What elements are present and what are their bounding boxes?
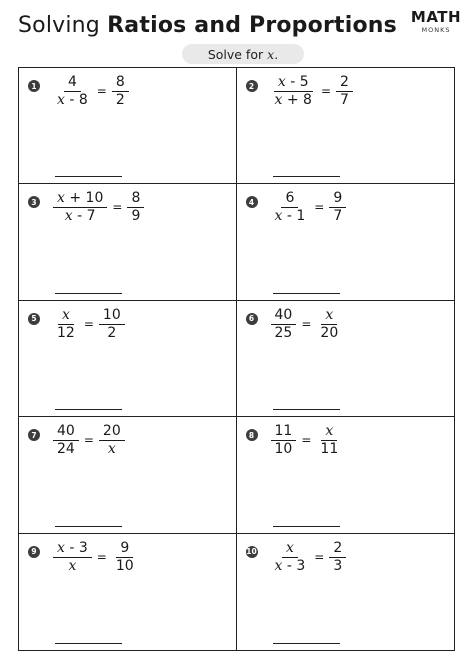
problem-number-badge: 6: [246, 313, 258, 325]
left-denominator: x + 8: [274, 92, 312, 108]
problem-cell: [237, 68, 455, 184]
left-fraction: [271, 190, 310, 225]
problem-number-badge: 5: [28, 313, 40, 325]
equals-sign: =: [83, 316, 94, 331]
left-fraction: [271, 540, 310, 575]
worksheet-header: [0, 0, 474, 66]
problem-cell: [237, 534, 455, 650]
left-denominator: x - 7: [64, 208, 96, 225]
answer-line[interactable]: [55, 643, 122, 644]
left-fraction: [53, 540, 92, 575]
right-denominator: x: [107, 441, 116, 458]
right-denominator: 20: [320, 324, 339, 341]
right-denominator: 7: [340, 92, 349, 108]
problem-cell: [19, 417, 237, 533]
answer-line[interactable]: [55, 293, 122, 294]
left-fraction: [53, 74, 92, 109]
right-denominator: 7: [333, 208, 343, 225]
problem-number-badge: 2: [246, 80, 258, 92]
proportion-equation: [53, 540, 138, 575]
problem-number-badge: 7: [28, 429, 40, 441]
equals-sign: =: [314, 549, 325, 564]
equals-sign: =: [301, 433, 312, 448]
left-fraction: [271, 423, 297, 458]
right-numerator: 9: [329, 190, 346, 208]
left-denominator: x - 8: [57, 92, 88, 108]
left-fraction: [53, 307, 79, 342]
answer-line[interactable]: [273, 526, 340, 527]
left-fraction: [271, 307, 297, 342]
title-bold: Ratios and Proportions: [107, 13, 397, 38]
left-denominator: x - 1: [274, 208, 306, 225]
right-fraction: [329, 190, 346, 225]
problem-number-badge: 8: [246, 429, 258, 441]
right-fraction: [99, 307, 125, 342]
right-numerator: 2: [336, 74, 353, 92]
proportion-equation: [271, 540, 347, 575]
right-numerator: 20: [99, 423, 125, 441]
right-fraction: [316, 423, 342, 458]
proportion-equation: [53, 307, 125, 342]
right-fraction: [329, 540, 346, 575]
proportion-equation: [53, 74, 129, 109]
logo-sub-text: MONKS: [421, 26, 451, 34]
right-denominator: 2: [107, 324, 117, 341]
left-numerator: x + 10: [53, 190, 107, 208]
problem-number-badge: 9: [28, 546, 40, 558]
answer-line[interactable]: [273, 176, 340, 177]
instruction-variable: x.: [267, 46, 279, 62]
left-fraction: [53, 423, 79, 458]
problem-cell: [19, 301, 237, 417]
proportion-equation: [271, 307, 343, 342]
left-denominator: x: [68, 557, 77, 574]
problem-cell: [19, 534, 237, 650]
right-fraction: [316, 307, 342, 342]
right-fraction: [112, 540, 138, 575]
problem-cell: [237, 417, 455, 533]
proportion-equation: [53, 190, 144, 225]
left-numerator: 40: [53, 423, 79, 441]
left-numerator: 6: [281, 190, 298, 208]
left-numerator: x: [282, 540, 298, 558]
problem-number-badge: 3: [28, 196, 40, 208]
left-denominator: 24: [57, 441, 75, 458]
left-numerator: 40: [271, 307, 297, 325]
logo-main-text: MATH: [410, 8, 462, 26]
right-denominator: 10: [115, 557, 134, 574]
answer-line[interactable]: [273, 643, 340, 644]
left-denominator: 12: [57, 324, 75, 341]
equals-sign: =: [301, 316, 312, 331]
right-numerator: x: [321, 307, 337, 325]
math-monks-logo: [408, 9, 464, 55]
right-fraction: [336, 74, 353, 109]
right-denominator: 3: [333, 557, 343, 574]
worksheet-title: [18, 13, 397, 38]
problem-cell: [19, 184, 237, 300]
left-numerator: x: [58, 307, 74, 325]
right-numerator: 8: [112, 74, 129, 92]
proportion-equation: [271, 190, 347, 225]
problem-cell: [19, 68, 237, 184]
equals-sign: =: [96, 84, 107, 98]
equals-sign: =: [314, 200, 325, 215]
right-fraction: [127, 190, 144, 225]
answer-line[interactable]: [273, 409, 340, 410]
instruction-text: Solve for: [207, 46, 264, 62]
problem-cell: [237, 301, 455, 417]
left-denominator: 25: [274, 324, 293, 341]
answer-line[interactable]: [55, 409, 122, 410]
right-fraction: [112, 74, 129, 109]
equals-sign: =: [320, 84, 332, 98]
right-fraction: [99, 423, 125, 458]
right-denominator: 11: [320, 441, 339, 458]
left-fraction: [271, 74, 316, 109]
right-denominator: 9: [131, 208, 141, 225]
right-numerator: 9: [116, 540, 133, 558]
problem-number-badge: 10: [246, 547, 257, 557]
proportion-equation: [271, 74, 353, 109]
left-denominator: 10: [274, 441, 293, 458]
left-denominator: x - 3: [274, 557, 306, 574]
right-numerator: 2: [329, 540, 346, 558]
answer-line[interactable]: [55, 176, 122, 177]
right-numerator: 10: [99, 307, 125, 325]
proportion-equation: [271, 423, 343, 458]
answer-line[interactable]: [273, 293, 340, 294]
left-numerator: x - 5: [274, 74, 313, 92]
left-numerator: 4: [64, 74, 81, 92]
proportion-equation: [53, 423, 125, 458]
answer-line[interactable]: [55, 526, 122, 527]
problem-cell: [237, 184, 455, 300]
equals-sign: =: [112, 200, 123, 215]
left-numerator: 11: [271, 423, 297, 441]
right-denominator: 2: [115, 92, 125, 108]
equals-sign: =: [96, 549, 107, 564]
right-numerator: 8: [127, 190, 144, 208]
left-fraction: [53, 190, 107, 225]
problem-number-badge: 4: [246, 196, 258, 208]
left-numerator: x - 3: [53, 540, 92, 558]
problem-grid: [18, 67, 455, 651]
title-light: Solving: [18, 13, 108, 38]
problem-number-badge: 1: [28, 80, 40, 92]
right-numerator: x: [321, 423, 337, 441]
instruction-pill: [182, 44, 304, 64]
equals-sign: =: [83, 433, 94, 448]
